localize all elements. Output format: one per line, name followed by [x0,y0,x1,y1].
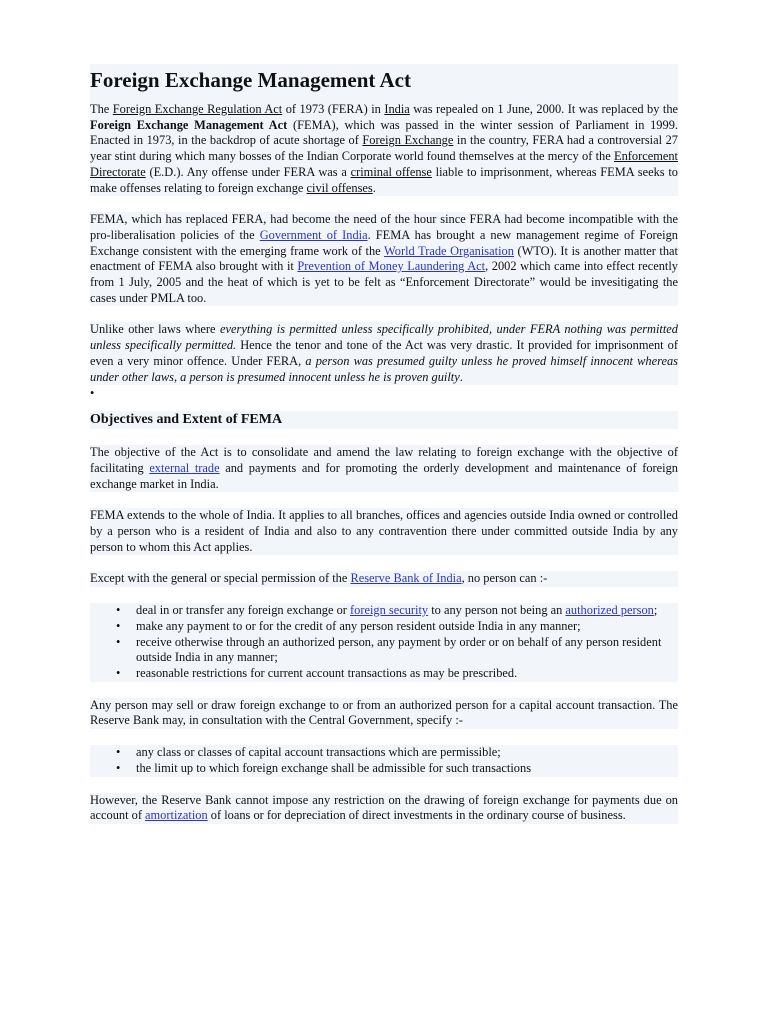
list-item: • receive otherwise through an authorized person, any payment by order or on behalf of any person resident outside India in any manner; [90,635,678,666]
paragraph-extent: FEMA extends to the whole of India. It applies to all branches, offices and agencies outside India owned or controlled by a person who is a resident of India and also to any contravention there under committed outside India by any person to whom this Act applies. [90,508,678,554]
link-government-of-india[interactable]: Government of India [259,227,368,242]
paragraph-except: Except with the general or special permission of the Reserve Bank of India, no person can :- [90,571,678,587]
restrictions-list [90,603,678,682]
link-authorized-person[interactable]: authorized person [565,603,654,618]
paragraph-fema-need: FEMA, which has replaced FERA, had become the need of the hour since FERA had become incompatible with the pro-liberalisation policies of the Government of India. FEMA has brought a new management regime of Foreign Exchange consistent with the emerging frame work of the World Trade Organisation (WTO). It is another matter that enactment of FEMA also brought with it Prevention of Money Laundering Act, 2002 which came into effect recently from 1 July, 2005 and the heat of which is yet to be felt as “Enforcement Directorate” would be invesitigating the cases under PMLA too. [90,212,679,305]
empty-bullet: • [90,386,95,401]
link-enforcement-directorate[interactable]: Enforcement Directorate [90,149,678,179]
link-prevention-of-money-laundering-act[interactable]: Prevention of Money Laundering Act [297,259,486,274]
list-item: • the limit up to which foreign exchange shall be admissible for such transactions [90,761,678,777]
paragraph-unlike-other-laws: Unlike other laws where everything is permitted unless specifically prohibited, under FERA nothing was permitted unless specifically permitted. Hence the tenor and tone of the Act was very drastic. It provided for imprisonment of even a very minor offence. Under FERA, a person was presumed guilty unless he proved himself innocent whereas under other laws, a person is presumed innocent unless he is proven guilty. [90,322,678,384]
paragraph-fera-repeal: The Foreign Exchange Regulation Act of 1973 (FERA) in India was repealed on 1 June, 2000. It was replaced by the Foreign Exchange Management Act (FEMA), which was passed in the winter session of Parliament in 1999. Enacted in 1973, in the backdrop of acute shortage of Foreign Exchange in the country, FERA had a controversial 27 year stint during which many bosses of the Indian Corporate world found themselves at the mercy of the Enforcement Directorate (E.D.). Any offense under FERA was a criminal offense liable to imprisonment, whereas FEMA seeks to make offenses relating to foreign exchange civil offenses. [90,102,679,195]
link-foreign-security[interactable]: foreign security [350,603,429,618]
paragraph-amortization: However, the Reserve Bank cannot impose any restriction on the drawing of foreign exchange for payments due on account of amortization of loans or for depreciation of direct investments in the ordinary course of business. [90,792,678,823]
link-amortization[interactable]: amortization [145,808,208,823]
bold-fema-term: Foreign Exchange Management Act [90,117,288,132]
link-criminal-offense[interactable]: criminal offense [350,164,432,179]
title-block [90,64,678,102]
link-foreign-exchange-regulation-act[interactable]: Foreign Exchange Regulation Act [112,102,283,116]
capital-account-list [90,745,678,776]
paragraph-objective: The objective of the Act is to consolidate and amend the law relating to foreign exchange with the objective of facilitating external trade and payments and for promoting the orderly development and maintenance of foreign exchange market in India. [90,445,678,491]
link-foreign-exchange[interactable]: Foreign Exchange [362,133,454,148]
list-item: • reasonable restrictions for current account transactions as may be prescribed. [90,666,678,682]
list-item: • any class or classes of capital account transactions which are permissible; [90,745,678,761]
list-item: • make any payment to or for the credit of any person resident outside India in any manner; [90,619,678,635]
page-title: Foreign Exchange Management Act [90,68,411,92]
capital-list-block [90,745,678,776]
link-world-trade-organisation[interactable]: World Trade Organisation [384,243,514,258]
restrictions-list-block [90,603,678,682]
link-reserve-bank-of-india[interactable]: Reserve Bank of India [350,571,462,586]
section-heading-block [90,411,678,429]
paragraph-capital-account: Any person may sell or draw foreign exchange to or from an authorized person for a capital account transaction. The Reserve Bank may, in consultation with the Central Government, specify :- [90,697,678,728]
section-heading: Objectives and Extent of FEMA [90,412,283,428]
link-india[interactable]: India [384,102,410,116]
link-civil-offenses[interactable]: civil offenses [306,180,373,195]
list-item: • deal in or transfer any foreign exchange or foreign security to any person not being an authorized person; [90,603,678,619]
link-external-trade[interactable]: external trade [149,460,220,475]
document-page [90,64,678,824]
